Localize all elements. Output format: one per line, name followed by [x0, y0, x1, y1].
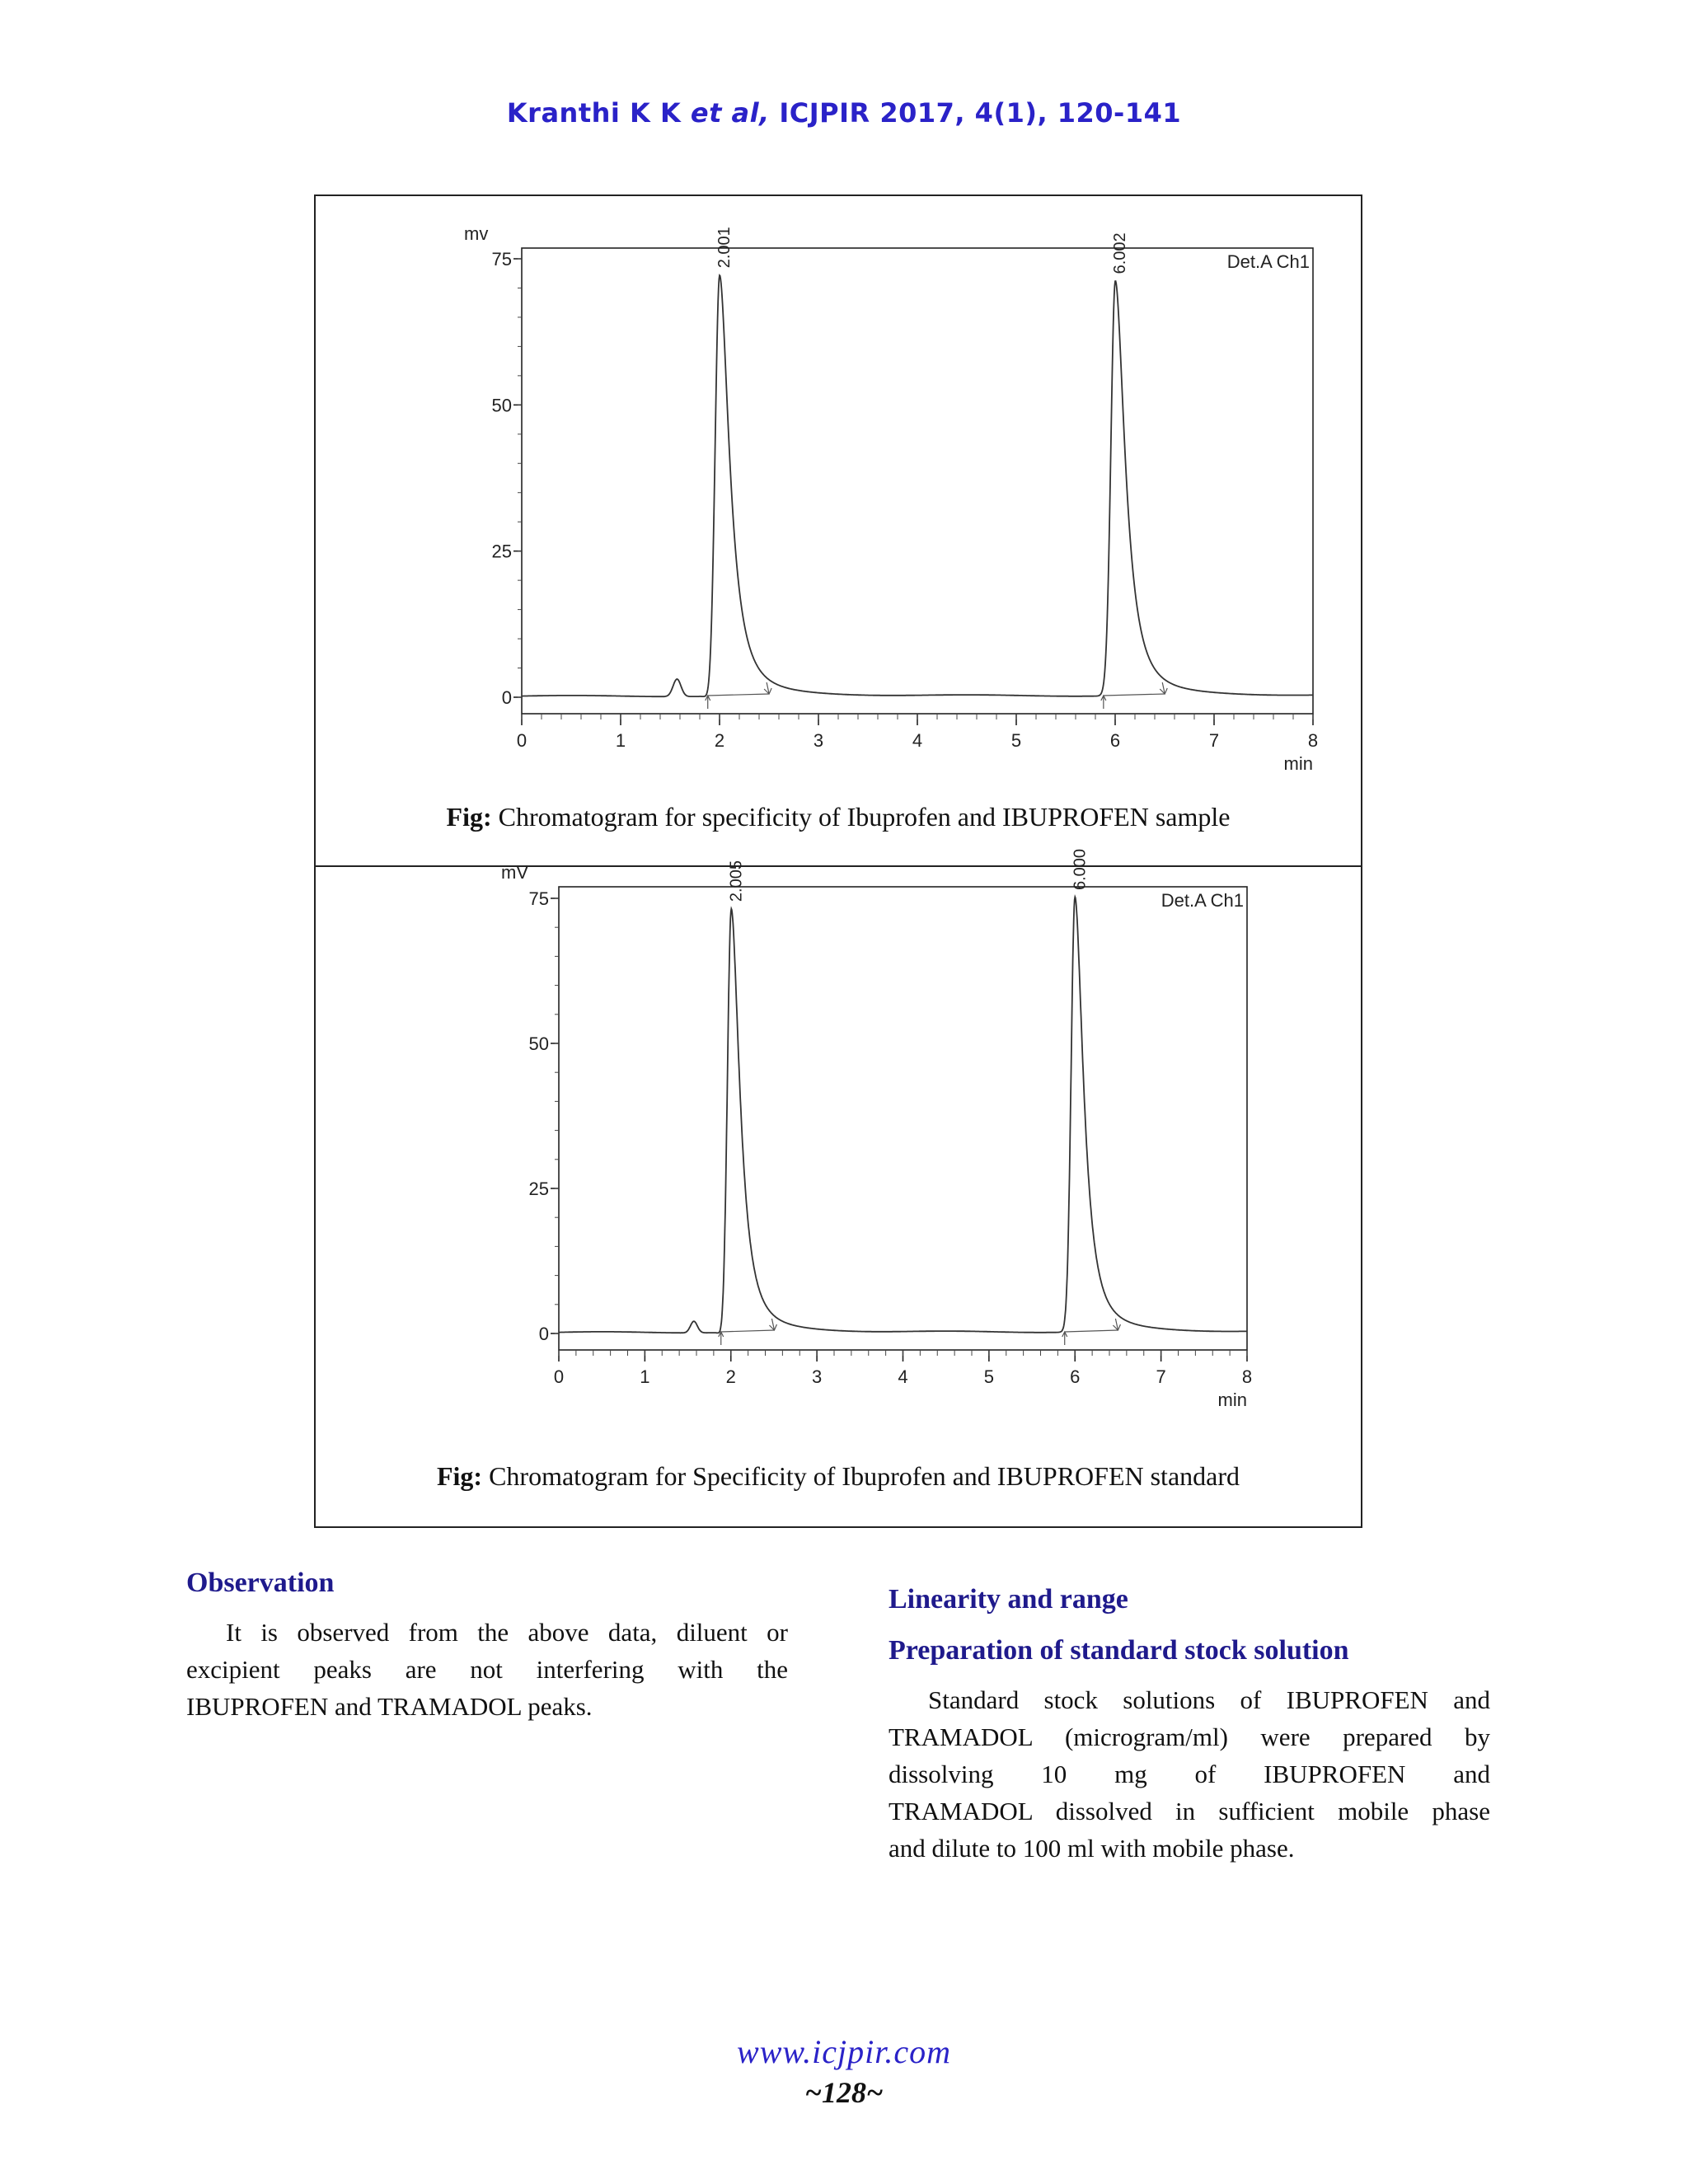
integration-start-marker [1101, 696, 1106, 709]
chromatogram-trace [522, 275, 1313, 696]
caption-text: Chromatogram for specificity of Ibuprofen and IBUPROFEN sample [491, 802, 1231, 832]
x-tick-label: 4 [898, 1366, 908, 1387]
stock-solution-heading: Preparation of standard stock solution [889, 1635, 1349, 1666]
linearity-paragraph [889, 1681, 1490, 1867]
plot-frame [559, 887, 1247, 1350]
caption-label: Fig: [446, 802, 492, 832]
observation-paragraph [186, 1614, 788, 1725]
page-number: ~128~ [804, 2076, 884, 2109]
paragraph-line: Standard stock solutions of IBUPROFEN and [928, 1685, 1490, 1714]
integration-end-marker [769, 1319, 776, 1330]
x-tick-label: 6 [1070, 1366, 1081, 1387]
x-axis-label: min [1283, 753, 1313, 774]
header-etal: et al, [690, 97, 770, 129]
y-tick-label: 75 [528, 888, 549, 909]
x-tick-label: 8 [1241, 1366, 1253, 1387]
baseline-marker [708, 694, 769, 696]
running-header [0, 97, 1688, 129]
x-tick-label: 6 [1109, 730, 1121, 751]
chromatogram-sample [373, 211, 1319, 854]
paragraph-line: and dilute to 100 ml with mobile phase. [889, 1834, 1295, 1863]
figure-caption-sample [316, 802, 1361, 832]
integration-end-marker [1160, 682, 1167, 694]
x-tick-label: 7 [1208, 730, 1220, 751]
baseline-marker [1065, 1330, 1118, 1332]
y-tick-label: 50 [528, 1033, 549, 1054]
figure-caption-standard [316, 1461, 1361, 1492]
x-tick-label: 2 [725, 1366, 736, 1387]
x-tick-label: 8 [1307, 730, 1319, 751]
peak-label: 2.005 [727, 860, 746, 902]
integration-start-marker [706, 696, 710, 709]
legend-label: Det.A Ch1 [1160, 890, 1244, 911]
paragraph-line: It is observed from the above data, diluent or [226, 1618, 788, 1647]
y-tick-label: 25 [491, 541, 512, 562]
paragraph-line: excipient peaks are not interfering with the [186, 1655, 788, 1684]
x-tick-label: 3 [812, 1366, 823, 1387]
y-tick-label: 75 [491, 249, 512, 269]
figure-divider [316, 865, 1361, 867]
legend-label: Det.A Ch1 [1226, 251, 1310, 272]
linearity-heading: Linearity and range [889, 1584, 1128, 1615]
x-tick-label: 4 [912, 730, 923, 751]
figure-box [314, 194, 1362, 1528]
peak-label: 2.001 [715, 227, 734, 269]
paragraph-line: TRAMADOL dissolved in sufficient mobile phase [889, 1797, 1490, 1825]
peak-label: 6.002 [1111, 232, 1130, 274]
footer-url[interactable]: www.icjpir.com [737, 2033, 951, 2070]
x-tick-label: 1 [615, 730, 626, 751]
caption-text: Chromatogram for Specificity of Ibuprofen and IBUPROFEN standard [482, 1461, 1240, 1491]
baseline-marker [721, 1330, 775, 1332]
chromatogram-sample-svg [373, 211, 1319, 837]
y-axis-label: mv [464, 223, 489, 244]
y-axis-label: mV [501, 862, 528, 883]
x-tick-label: 0 [516, 730, 528, 751]
x-tick-label: 0 [553, 1366, 565, 1387]
integration-start-marker [1062, 1332, 1067, 1345]
header-author: Kranthi K K [506, 97, 691, 129]
x-tick-label: 7 [1156, 1366, 1166, 1387]
x-tick-label: 1 [640, 1366, 650, 1387]
y-tick-label: 0 [538, 1324, 549, 1344]
paragraph-line: TRAMADOL (microgram/ml) were prepared by [889, 1722, 1490, 1751]
integration-start-marker [719, 1332, 724, 1345]
x-axis-label: min [1217, 1390, 1247, 1410]
x-tick-label: 5 [1010, 730, 1022, 751]
observation-heading: Observation [186, 1568, 335, 1598]
x-tick-label: 5 [983, 1366, 994, 1387]
chromatogram-standard [373, 848, 1305, 1523]
header-journal: ICJPIR 2017, 4(1), 120-141 [769, 97, 1182, 129]
paragraph-line: IBUPROFEN and TRAMADOL peaks. [186, 1692, 593, 1721]
integration-end-marker [1113, 1319, 1120, 1330]
paragraph-line: dissolving 10 mg of IBUPROFEN and [889, 1760, 1490, 1788]
x-tick-label: 3 [813, 730, 824, 751]
y-tick-label: 0 [501, 687, 512, 708]
baseline-marker [1104, 694, 1165, 696]
chromatogram-trace [559, 897, 1247, 1333]
y-tick-label: 50 [491, 395, 512, 416]
chromatogram-standard-svg [373, 848, 1305, 1507]
caption-label: Fig: [436, 1461, 483, 1491]
y-tick-label: 25 [528, 1179, 549, 1199]
integration-end-marker [764, 682, 771, 694]
peak-label: 6.000 [1071, 848, 1090, 890]
plot-frame [522, 248, 1313, 714]
x-tick-label: 2 [714, 730, 725, 751]
